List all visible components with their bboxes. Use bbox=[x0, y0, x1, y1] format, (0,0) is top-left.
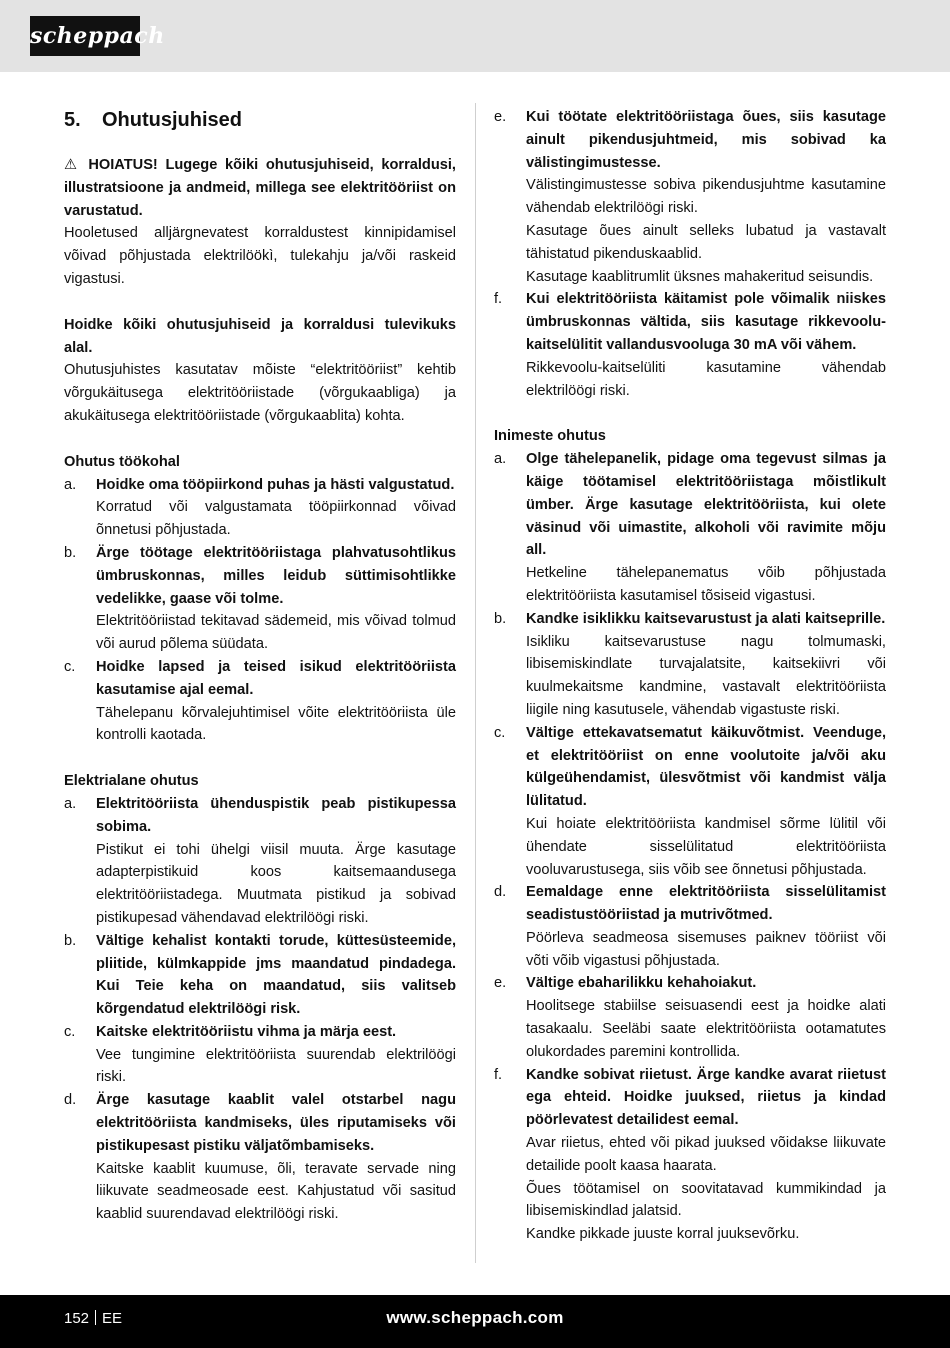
item-text: Vee tungimine elektritööriista suurendab elektrilöögi riski. bbox=[96, 1046, 456, 1086]
item-bold: Eemaldage enne elektritööriista sisselülitamist seadistustööriistad ja mutrivõtmed. bbox=[526, 884, 886, 924]
item-bold: Vältige ebaharilikku kehahoiakut. bbox=[526, 975, 757, 992]
list-item bbox=[64, 542, 456, 656]
workplace-list bbox=[64, 474, 456, 748]
item-text: Kaitske kaablit kuumuse, õli, teravate servade ning liikuvate seadmeosade eest. Kahjustatud või sasitud kaablid suurendavad elektrilöögi riski. bbox=[96, 1160, 456, 1223]
section-number: 5. bbox=[64, 109, 81, 131]
list-item bbox=[64, 656, 456, 747]
page-footer bbox=[0, 1295, 950, 1348]
language-code: EE bbox=[102, 1310, 123, 1327]
item-bold: Vältige kehalist kontakti torude, küttesüsteemide, pliitide, külmkappide jms maandatud pindadega. Kui Teie keha on maandatud, siis valitseb kõrgendatud elektrilöögi risk. bbox=[96, 932, 456, 1018]
workplace-heading: Ohutus töökohal bbox=[64, 453, 180, 470]
item-bold: Ärge kasutage kaablit valel otstarbel nagu elektritööriista kandmiseks, üles riputamiseks või pistikupesast pistiku väljatõmbamiseks. bbox=[96, 1092, 456, 1154]
warning-text: Hooletused alljärgnevatest korraldustest kinnipidamisel võivad põhjustada elektrilöökì, tulekahju ja/või raskeid vigastusi. bbox=[64, 225, 456, 287]
item-marker: c. bbox=[494, 724, 506, 741]
item-text: Kui hoiate elektritööriista kandmisel sõrme lülitil või ühendate sisselülitatud elektritööriista vooluvarustusega, siis võib see õnnetusi põhjustada. bbox=[526, 815, 886, 878]
item-text: Korratud või valgustamata tööpiirkonnad võivad õnnetusi põhjustada. bbox=[96, 499, 456, 539]
electrical-heading: Elektrialane ohutus bbox=[64, 773, 199, 790]
list-item bbox=[494, 1064, 886, 1246]
item-bold: Kaitske elektritööriistu vihma ja märja eest. bbox=[96, 1023, 397, 1040]
item-bold: Kui töötate elektritööriistaga õues, siis kasutage ainult pikendusjuhtmeid, mis sobivad ka välistingimustesse. bbox=[526, 109, 886, 171]
item-bold: Vältige ettekavatsematut käikuvõtmist. Veenduge, et elektritööriist on enne voolutoite ja/või aku külgeühendamist, ülesvõtmist või kandmist välja lülitatud. bbox=[526, 724, 886, 810]
item-marker: a. bbox=[64, 476, 77, 493]
item-bold: Ärge töötage elektritööriistaga plahvatusohtlikus ümbruskonnas, milles leidub süttimisohtlikke vedelikke, gaase või tolme. bbox=[96, 544, 456, 607]
item-bold: Kandke isiklikku kaitsevarustust ja alati kaitseprille. bbox=[526, 610, 886, 627]
column-divider bbox=[475, 103, 476, 1263]
item-text: Õues töötamisel on soovitatavad kummikindad ja libisemiskindlad jalatsid. bbox=[526, 1180, 886, 1220]
list-item bbox=[494, 448, 886, 608]
list-item bbox=[64, 1021, 456, 1089]
list-item bbox=[64, 474, 456, 542]
warning-icon: ⚠ bbox=[64, 157, 81, 173]
personal-list bbox=[494, 448, 886, 1246]
item-bold: Elektritööriista ühenduspistik peab pistikupessa sobima. bbox=[96, 795, 456, 835]
item-text: Kandke pikkade juuste korral juuksevõrku. bbox=[526, 1226, 800, 1243]
item-text: Pistikut ei tohi ühelgi viisil muuta. Ärge kasutage adapterpistikuid koos kaitsemaandusega elektritööriistadega. Muutmata pistikud ja sobivad pistikupesad vähendavad elektrilöögi riski. bbox=[96, 841, 456, 926]
item-text: Elektritööriistad tekitavad sädemeid, mis võivad tolmud või aurud põlema süüdata. bbox=[96, 613, 456, 653]
item-text: Kasutage kaablitrumlit üksnes mahakeritud seisundis. bbox=[526, 268, 874, 285]
item-text: Kasutage õues ainult selleks lubatud ja vastavalt tähistatud pikenduskaablid. bbox=[526, 222, 886, 262]
item-bold: Kui elektritööriista käitamist pole võimalik niiskes ümbruskonnas vältida, siis kasutage rikkevoolu-kaitselülitit vallandusvooluga 30 mA või vähem. bbox=[526, 291, 886, 353]
item-text: Välistingimustesse sobiva pikendusjuhtme kasutamine vähendab elektrilöögi riski. bbox=[526, 177, 886, 217]
item-bold: Hoidke oma tööpiirkond puhas ja hästi valgustatud. bbox=[96, 476, 455, 493]
item-marker: d. bbox=[64, 1092, 77, 1109]
outdoor-list bbox=[494, 106, 886, 402]
list-item bbox=[494, 608, 886, 722]
item-marker: d. bbox=[494, 884, 507, 901]
list-item bbox=[64, 793, 456, 930]
list-item bbox=[494, 972, 886, 1063]
item-bold: Hoidke lapsed ja teised isikud elektritööriista kasutamise ajal eemal. bbox=[96, 658, 456, 698]
item-bold: Kandke sobivat riietust. Ärge kandke avarat riietust ega ehteid. Hoidke juuksed, riietus ja kindad pöörlevatest detailidest eemal. bbox=[526, 1066, 886, 1129]
list-item bbox=[494, 722, 886, 882]
item-marker: c. bbox=[64, 1023, 76, 1040]
keep-instructions-text: Ohutusjuhistes kasutatav mõiste “elektritööriist” kehtib võrgukäitusega elektritööriistade (võrgukaabliga) ja akukäitusega elektritööriistade (võrgukaablita) kohta. bbox=[64, 362, 456, 424]
item-marker: b. bbox=[64, 544, 77, 561]
list-item bbox=[494, 106, 886, 288]
item-text: Hoolitsege stabiilse seisuasendi eest ja hoidke alati tasakaalu. Seeläbi saate elektritööriista ootamatutes olukordades paremini kontrollida. bbox=[526, 998, 886, 1060]
item-marker: f. bbox=[494, 291, 503, 308]
item-marker: a. bbox=[64, 795, 77, 812]
page-number: 152 bbox=[64, 1310, 90, 1327]
list-item bbox=[64, 930, 456, 1021]
page-header bbox=[0, 0, 950, 72]
scheppach-logo: scheppach bbox=[30, 16, 140, 56]
section-title: Ohutusjuhised bbox=[102, 109, 242, 131]
item-marker: e. bbox=[494, 109, 507, 125]
item-text: Rikkevoolu-kaitselüliti kasutamine vähendab elektrilöögi riski. bbox=[526, 359, 886, 399]
warning-paragraph bbox=[64, 154, 456, 222]
item-marker: c. bbox=[64, 658, 76, 675]
section-heading bbox=[64, 108, 456, 132]
item-text: Hetkeline tähelepanematus võib põhjustada elektritööriista kasutamisel tõsiseid vigastusi. bbox=[526, 565, 886, 604]
item-marker: e. bbox=[494, 975, 507, 992]
list-item bbox=[494, 881, 886, 972]
item-text: Avar riietus, ehted või pikad juuksed võidakse liikuvate detailide poolt kaasa haarata. bbox=[526, 1135, 886, 1174]
left-column bbox=[64, 106, 456, 1226]
keep-instructions-heading: Hoidke kõiki ohutusjuhiseid ja korraldusi tulevikuks alal. bbox=[64, 316, 456, 356]
item-marker: b. bbox=[494, 610, 507, 627]
item-marker: b. bbox=[64, 932, 77, 949]
list-item bbox=[494, 288, 886, 402]
item-text: Tähelepanu kõrvalejuhtimisel võite elektritööriista üle kontrolli kaotada. bbox=[96, 704, 456, 744]
right-column bbox=[494, 106, 886, 1246]
item-bold: Olge tähelepanelik, pidage oma tegevust silmas ja käige töötamisel elektritööriistaga mõistlikult ümber. Ärge kasutage elektritööriista, kui olete väsinud või uimastite, alkoholi või ravimite mõju all. bbox=[526, 451, 886, 559]
list-item bbox=[64, 1089, 456, 1226]
item-text: Pöörleva seadmeosa sisemuses paiknev tööriist või võti võib vigastusi põhjustada. bbox=[526, 929, 886, 969]
item-marker: f. bbox=[494, 1066, 503, 1083]
item-marker: a. bbox=[494, 451, 507, 468]
electrical-list bbox=[64, 793, 456, 1226]
website-link[interactable]: www.scheppach.com bbox=[386, 1308, 564, 1327]
warning-bold-text: HOIATUS! Lugege kõiki ohutusjuhiseid, korraldusi, illustratsioone ja andmeid, millega see elektritööriist on varustatud. bbox=[64, 157, 456, 219]
personal-heading: Inimeste ohutus bbox=[494, 428, 606, 445]
item-text: Isikliku kaitsevarustuse nagu tolmumaski, libisemiskindlate turvajalatsite, kaitsekiivri või kuulmekaitsme kandmine, vastavalt elektritööriista liigile ning kasutusele, vähendab vigastuste riski. bbox=[526, 633, 886, 718]
